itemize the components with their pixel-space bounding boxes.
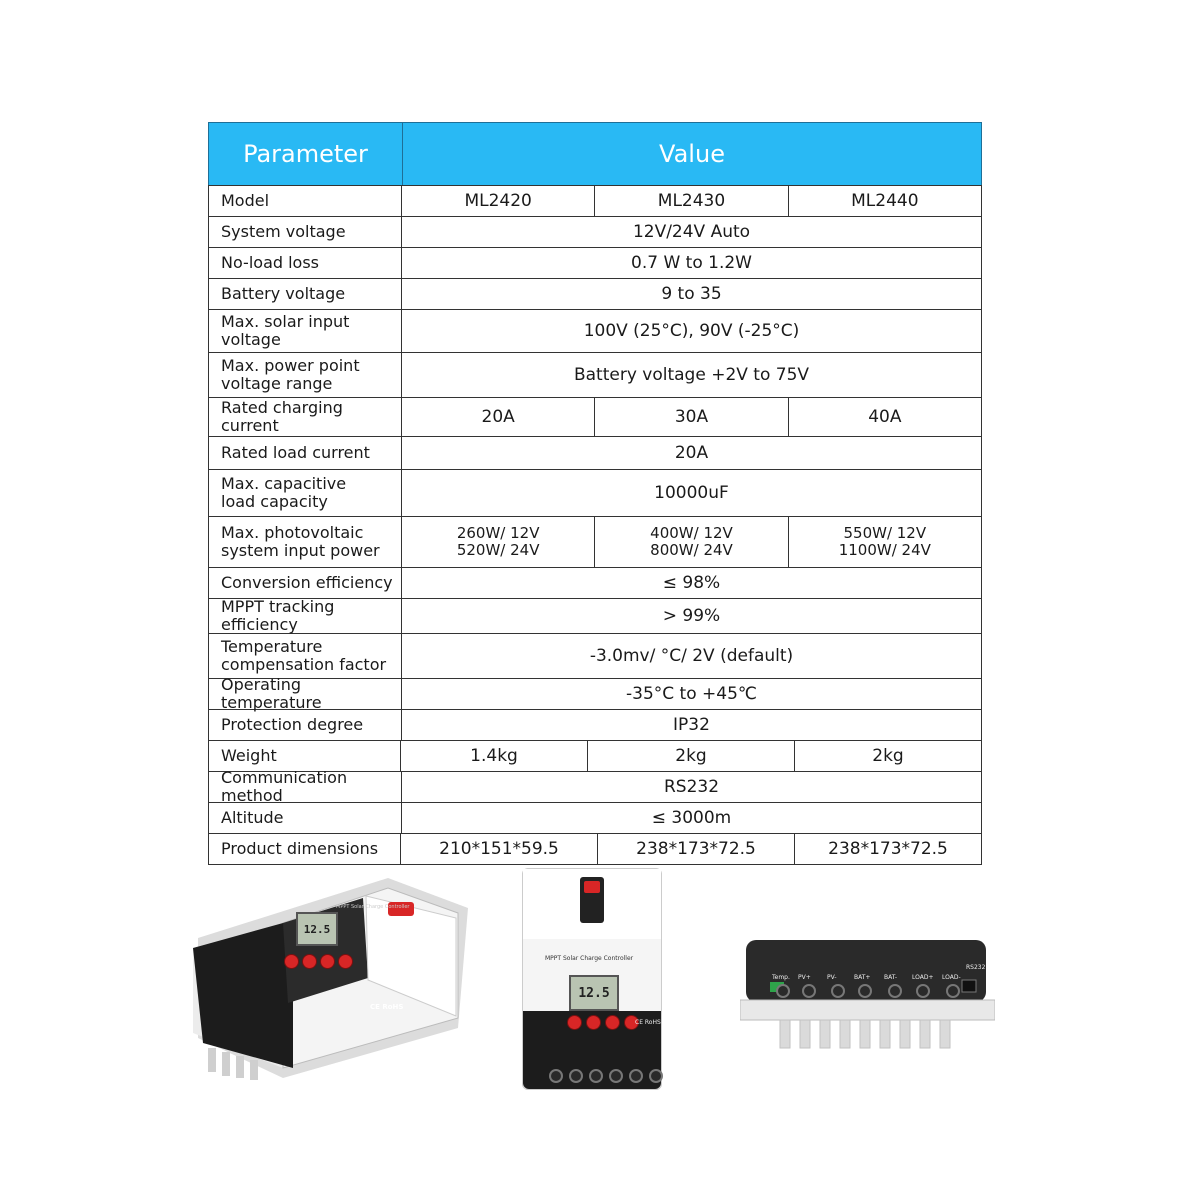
parameter-cell: Max. solar input voltage <box>209 310 402 352</box>
terminal-icon <box>858 984 872 998</box>
header-parameter: Parameter <box>209 123 403 185</box>
value-cell: 550W/ 12V 1100W/ 24V <box>838 524 931 559</box>
controller-angled-illustration <box>188 868 472 1084</box>
value-cell: 400W/ 12V 800W/ 24V <box>595 517 788 567</box>
parameter-cell: Max. power point voltage range <box>209 353 402 397</box>
parameter-cell: Protection degree <box>209 710 402 740</box>
table-row <box>208 517 982 568</box>
value-cell: 20A <box>674 443 709 463</box>
terminal-icon <box>569 1069 583 1083</box>
table-row <box>208 353 982 398</box>
table-row <box>208 710 982 741</box>
control-button-icon <box>605 1015 620 1030</box>
parameter-cell: Battery voltage <box>209 279 402 309</box>
table-header <box>208 122 982 185</box>
value-cell: -3.0mv/ °C/ 2V (default) <box>589 646 794 666</box>
parameter-cell: Product dimensions <box>209 834 401 864</box>
control-buttons <box>284 954 353 969</box>
value-cell: 238*173*72.5 <box>828 839 948 859</box>
terminal-icon <box>609 1069 623 1083</box>
parameter-cell: Max. photovoltaic system input power <box>209 517 402 567</box>
value-cell: Battery voltage +2V to 75V <box>573 365 810 385</box>
table-row <box>208 185 982 217</box>
parameter-cell: No-load loss <box>209 248 402 278</box>
control-button-icon <box>567 1015 582 1030</box>
parameter-cell: System voltage <box>209 217 402 247</box>
table-row <box>208 279 982 310</box>
table-row <box>208 568 982 599</box>
table-row <box>208 768 982 805</box>
terminal-icon <box>649 1069 663 1083</box>
front-label: MPPT Solar Charge Controller <box>336 904 410 910</box>
terminal-icon <box>802 984 816 998</box>
control-button-icon <box>320 954 335 969</box>
table-row <box>208 803 982 834</box>
table-row <box>208 599 982 634</box>
parameter-cell: Max. capacitive load capacity <box>209 470 402 516</box>
value-cell: -35°C to +45℃ <box>626 684 757 704</box>
parameter-cell: Conversion efficiency <box>209 568 402 598</box>
control-button-icon <box>284 954 299 969</box>
parameter-cell: Rated charging current <box>209 398 402 436</box>
value-cell: 238*173*72.5 <box>598 834 795 864</box>
lcd-reading: 12.5 <box>303 922 331 936</box>
terminal-icon <box>549 1069 563 1083</box>
terminal-icon <box>888 984 902 998</box>
ce-mark: CE RoHS <box>635 1019 661 1026</box>
value-cell: 9 to 35 <box>661 284 722 304</box>
front-label: MPPT Solar Charge Controller <box>545 955 634 962</box>
terminal-icon <box>831 984 845 998</box>
value-cell: 20A <box>402 398 595 436</box>
value-cell: ML2430 <box>595 186 788 216</box>
value-cell: RS232 <box>663 777 720 797</box>
table-row <box>208 675 982 712</box>
parameter-cell: Communication method <box>209 772 402 802</box>
control-button-icon <box>338 954 353 969</box>
lcd-display <box>569 975 619 1011</box>
terminal-icon <box>776 984 790 998</box>
table-row <box>208 834 982 865</box>
table-row <box>208 470 982 517</box>
product-front-view <box>522 868 662 1090</box>
parameter-cell: Model <box>209 186 402 216</box>
parameter-cell: Rated load current <box>209 437 402 469</box>
value-cell: 12V/24V Auto <box>632 222 751 242</box>
terminal-label: BAT+ <box>854 974 871 981</box>
terminal-label: LOAD- <box>942 974 961 981</box>
control-buttons <box>567 1015 639 1030</box>
table-row <box>208 398 982 437</box>
value-cell: 260W/ 12V 520W/ 24V <box>402 517 595 567</box>
table-row <box>208 310 982 353</box>
value-cell: ML2420 <box>402 186 595 216</box>
value-cell: 0.7 W to 1.2W <box>631 253 752 273</box>
value-cell: ML2440 <box>851 191 919 211</box>
value-cell: ≤ 98% <box>662 573 721 593</box>
parameter-cell: Operating temperature <box>209 679 402 709</box>
table-row <box>208 248 982 279</box>
value-cell: 40A <box>868 407 902 427</box>
control-button-icon <box>302 954 317 969</box>
terminal-icon <box>629 1069 643 1083</box>
table-row <box>208 217 982 248</box>
header-value: Value <box>659 140 725 168</box>
terminal-row <box>549 1069 663 1083</box>
value-cell: 1.4kg <box>401 741 588 771</box>
terminal-icon <box>916 984 930 998</box>
parameter-cell: Temperature compensation factor <box>209 634 402 678</box>
value-cell: 100V (25°C), 90V (-25°C) <box>583 321 800 341</box>
terminal-label: Temp. <box>772 974 790 981</box>
control-button-icon <box>586 1015 601 1030</box>
value-cell: 210*151*59.5 <box>401 834 598 864</box>
table-row <box>208 437 982 470</box>
table-row <box>208 634 982 679</box>
value-cell: 10000uF <box>654 483 729 503</box>
terminal-label: BAT- <box>884 974 898 981</box>
value-cell: ≤ 3000m <box>651 808 732 828</box>
value-cell: > 99% <box>662 606 721 626</box>
spec-table <box>208 122 982 865</box>
terminal-icon <box>946 984 960 998</box>
terminal-label: RS232 <box>966 964 986 971</box>
value-cell: IP32 <box>673 715 710 735</box>
terminal-icon <box>589 1069 603 1083</box>
value-cell: 2kg <box>588 741 795 771</box>
parameter-cell: Altitude <box>209 803 402 833</box>
parameter-cell: MPPT tracking efficiency <box>209 599 402 633</box>
parameter-cell: Weight <box>209 741 401 771</box>
value-cell: 30A <box>595 398 788 436</box>
lcd-reading: 12.5 <box>578 985 610 1001</box>
product-angled-view <box>188 868 472 1084</box>
status-led-panel <box>580 877 604 923</box>
terminal-label: PV+ <box>798 974 811 981</box>
terminal-label: PV- <box>827 974 837 981</box>
lcd-display <box>296 912 338 946</box>
product-terminal-view <box>740 930 995 1052</box>
ce-mark: CE RoHS <box>370 1003 404 1011</box>
table-body <box>208 185 982 865</box>
value-cell: 2kg <box>872 746 904 766</box>
terminal-label: LOAD+ <box>912 974 934 981</box>
